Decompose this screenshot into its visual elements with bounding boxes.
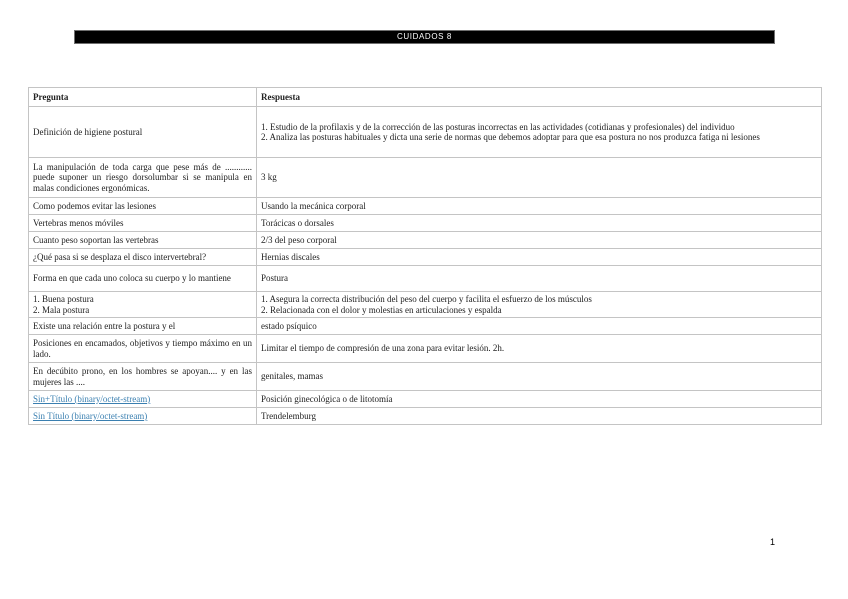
table-body <box>29 107 822 425</box>
answer-text: Hernias discales <box>261 251 320 262</box>
answer-cell <box>257 215 822 232</box>
answer-cell <box>257 292 822 318</box>
table-row <box>29 107 822 158</box>
table-row <box>29 215 822 232</box>
answer-cell <box>257 391 822 408</box>
answer-cell <box>257 408 822 425</box>
answer-cell <box>257 335 822 363</box>
question-cell <box>29 318 257 335</box>
question-cell <box>29 249 257 266</box>
table-row <box>29 391 822 408</box>
question-cell <box>29 292 257 318</box>
question-cell <box>29 232 257 249</box>
question-cell <box>29 408 257 425</box>
question-text: Como podemos evitar las lesiones <box>33 200 156 211</box>
question-link[interactable]: Sin+Título (binary/octet-stream) <box>33 393 151 404</box>
table-row <box>29 335 822 363</box>
question-text: 2. Mala postura <box>33 304 90 315</box>
question-cell <box>29 198 257 215</box>
answer-cell <box>257 198 822 215</box>
answer-text: 3 kg <box>261 172 277 183</box>
answer-text: 2. Relacionada con el dolor y molestias en articulaciones y espalda <box>261 304 502 315</box>
question-cell <box>29 335 257 363</box>
answer-cell <box>257 158 822 198</box>
answer-text: estado psíquico <box>261 320 317 331</box>
question-text: Forma en que cada uno coloca su cuerpo y lo mantiene <box>33 273 231 284</box>
table-row <box>29 232 822 249</box>
table-row <box>29 408 822 425</box>
answer-text: Limitar el tiempo de compresión de una zona para evitar lesión. 2h. <box>261 343 505 354</box>
question-cell <box>29 107 257 158</box>
table-row <box>29 318 822 335</box>
answer-text: 2/3 del peso corporal <box>261 234 337 245</box>
question-text: Cuanto peso soportan las vertebras <box>33 234 159 245</box>
question-text: Vertebras menos móviles <box>33 217 124 228</box>
table-header-row <box>29 88 822 107</box>
qa-table <box>28 87 822 425</box>
answer-cell <box>257 266 822 292</box>
question-text: La manipulación de toda carga que pese más de ............ puede suponer un riesgo dorsolumbar si se manipula en malas condiciones ergonómicas. <box>33 161 252 193</box>
question-cell <box>29 363 257 391</box>
page-number: 1 <box>770 537 776 547</box>
question-text: Posiciones en encamados, objetivos y tiempo máximo en un lado. <box>33 338 252 359</box>
answer-text: Usando la mecánica corporal <box>261 200 366 211</box>
answer-text: Torácicas o dorsales <box>261 217 334 228</box>
answer-text: genitales, mamas <box>261 371 323 382</box>
table-row <box>29 198 822 215</box>
table-row <box>29 292 822 318</box>
question-link[interactable]: Sin Título (binary/octet-stream) <box>33 410 148 421</box>
answer-cell <box>257 318 822 335</box>
question-text: Definición de higiene postural <box>33 126 143 137</box>
question-cell <box>29 391 257 408</box>
question-text: ¿Qué pasa si se desplaza el disco intervertebral? <box>33 251 207 262</box>
column-header-question: Pregunta <box>29 88 257 107</box>
question-text: Existe una relación entre la postura y el <box>33 320 176 331</box>
table-row <box>29 363 822 391</box>
document-title: CUIDADOS 8 <box>397 32 452 41</box>
column-header-answer: Respuesta <box>257 88 822 107</box>
answer-cell <box>257 232 822 249</box>
answer-text: Posición ginecológica o de litotomía <box>261 393 393 404</box>
table-row <box>29 158 822 198</box>
table-row <box>29 266 822 292</box>
table-row <box>29 249 822 266</box>
question-text: 1. Buena postura <box>33 294 94 304</box>
question-cell <box>29 266 257 292</box>
answer-text: Postura <box>261 273 288 284</box>
answer-cell <box>257 249 822 266</box>
answer-text: 1. Asegura la correcta distribución del peso del cuerpo y facilita el esfuerzo de los músculos <box>261 294 592 304</box>
question-cell <box>29 158 257 198</box>
answer-cell <box>257 363 822 391</box>
answer-cell <box>257 107 822 158</box>
question-text: En decúbito prono, en los hombres se apoyan.... y en las mujeres las .... <box>33 366 252 387</box>
document-title-bar <box>74 30 775 44</box>
answer-text: 1. Estudio de la profilaxis y de la corrección de las posturas incorrectas en las actividades (cotidianas y profesionales) del individuo <box>261 121 735 132</box>
answer-text: 2. Analiza las posturas habituales y dicta una serie de normas que debemos adoptar para que esa postura no nos produzca fatiga ni lesiones <box>261 132 760 142</box>
answer-text: Trendelemburg <box>261 410 316 421</box>
question-cell <box>29 215 257 232</box>
